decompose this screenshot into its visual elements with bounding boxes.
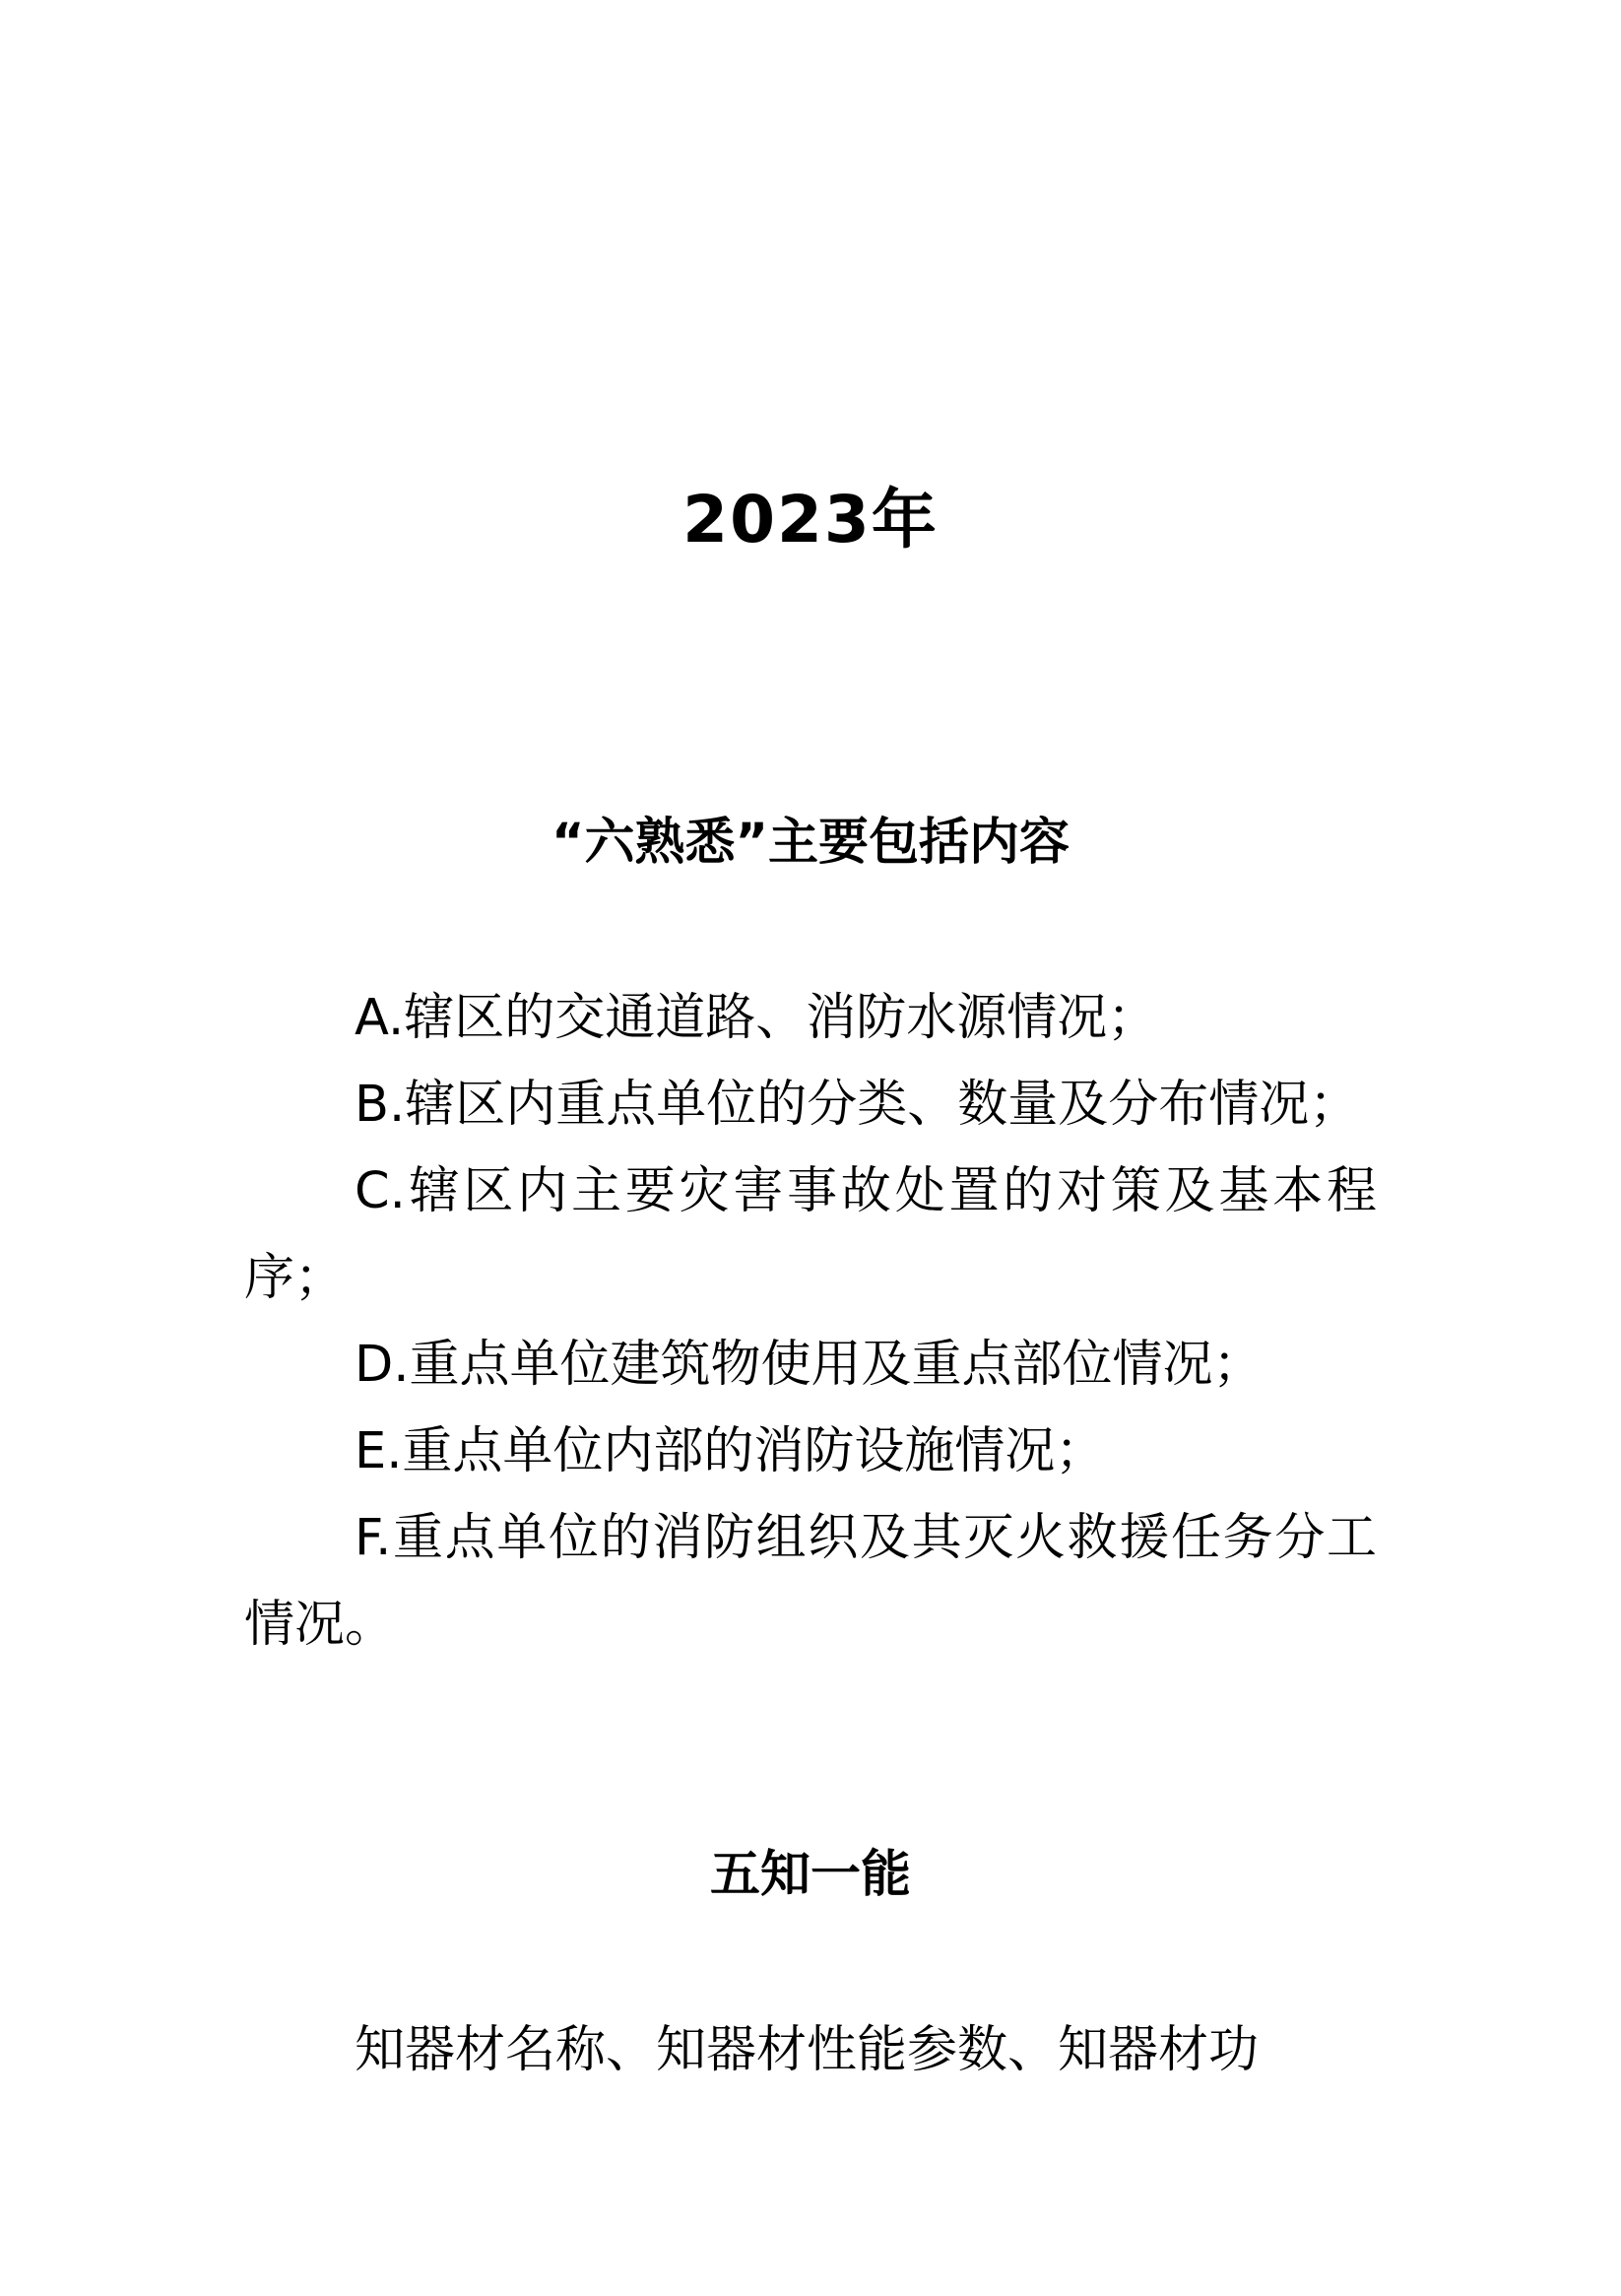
six-familiar-list <box>244 975 1377 1669</box>
document-year-title: 2023年 <box>682 482 939 558</box>
list-item: E.重点单位内部的消防设施情况； <box>355 1422 1106 1480</box>
five-know-one-can-text <box>244 2007 1377 2094</box>
section-title-six-familiar: “六熟悉”主要包括内容 <box>551 814 1070 872</box>
section-title-five-know-one-can: 五知一能 <box>709 1846 911 1904</box>
list-item: F.重点单位的消防组织及其灭火救援任务分工情况。 <box>244 1509 1377 1654</box>
list-item: B.辖区内重点单位的分类、数量及分布情况； <box>355 1076 1360 1134</box>
list-item: C.辖区内主要灾害事故处置的对策及基本程序； <box>244 1162 1377 1307</box>
list-item: A.辖区的交通道路、消防水源情况； <box>355 989 1158 1047</box>
list-item: D.重点单位建筑物使用及重点部位情况； <box>355 1336 1264 1394</box>
paragraph: 知器材名称、知器材性能参数、知器材功 <box>355 2021 1260 2079</box>
